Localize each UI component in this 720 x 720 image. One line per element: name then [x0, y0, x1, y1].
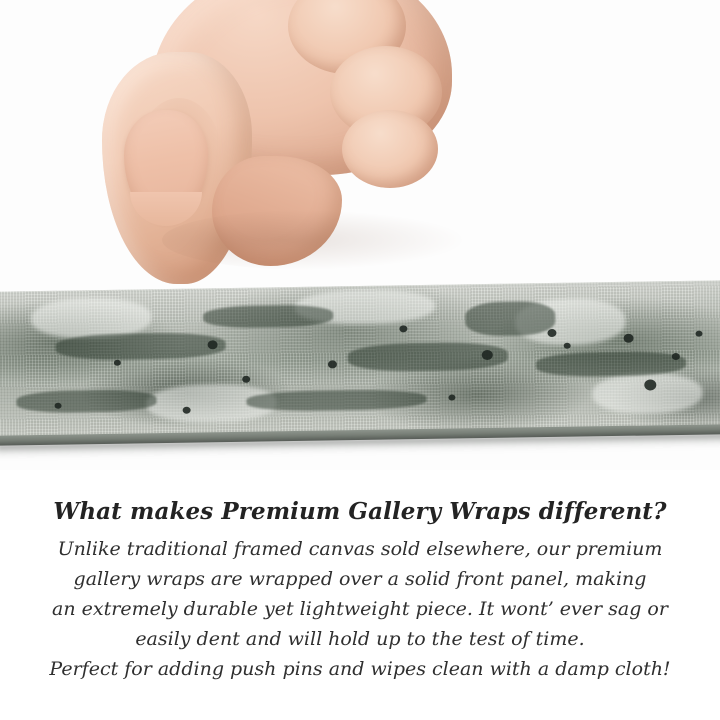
- canvas-speck: [55, 403, 62, 409]
- caption-line: easily dent and will hold up to the test of time.: [135, 628, 585, 650]
- knuckle-ring: [342, 110, 438, 188]
- hand-shadow: [162, 210, 462, 270]
- canvas-speck: [448, 395, 455, 401]
- caption-block: [0, 476, 720, 684]
- canvas-speck: [695, 331, 702, 337]
- caption-body: [0, 534, 720, 684]
- caption-line: Perfect for adding push pins and wipes clean with a damp cloth!: [49, 658, 671, 680]
- canvas-speck: [482, 350, 493, 360]
- gallery-wrap-canvas-edge: [0, 280, 720, 456]
- canvas-face: [0, 280, 720, 439]
- caption-heading: What makes Premium Gallery Wraps different?: [53, 498, 667, 525]
- canvas-speck: [114, 360, 121, 366]
- hand-pressing-canvas: [92, 0, 452, 310]
- caption-line: an extremely durable yet lightweight piece. It wont’ ever sag or: [52, 598, 668, 620]
- caption-line: gallery wraps are wrapped over a solid front panel, making: [73, 568, 647, 590]
- canvas-speck: [564, 343, 571, 349]
- canvas-speck: [623, 334, 633, 343]
- caption-line: Unlike traditional framed canvas sold elsewhere, our premium: [57, 538, 663, 560]
- paint-streak: [465, 301, 556, 336]
